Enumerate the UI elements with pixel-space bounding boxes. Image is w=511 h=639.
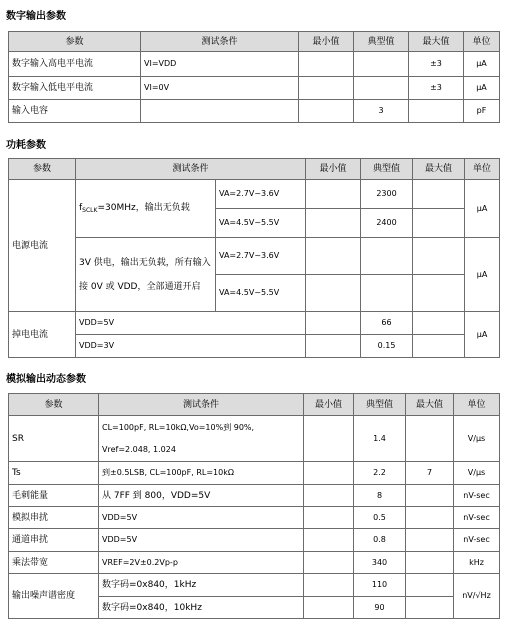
min-cell (306, 238, 361, 275)
condition-cell: 从 7FF 到 800，VDD=5V (99, 485, 304, 507)
unit-cell: V/μs (454, 416, 500, 462)
table-row (9, 507, 500, 529)
header-cell: 参数 (9, 32, 141, 52)
condition-cell (99, 416, 304, 462)
condition-cell: VDD=3V (76, 335, 306, 358)
typ-cell: 0.8 (354, 529, 406, 552)
header-cell: 典型值 (354, 394, 406, 416)
sr-condition-line: Vref=2.048, 1.024 (102, 444, 176, 454)
unit-cell: μA (465, 238, 500, 312)
min-cell (299, 52, 354, 77)
power-section-title: 功耗参数 (6, 140, 46, 151)
param-cell: 通道串扰 (9, 529, 99, 552)
param-cell: 输入电容 (9, 100, 141, 123)
supply-current-param: 电源电流 (9, 180, 76, 312)
header-cell: 测试条件 (99, 394, 304, 416)
header-cell: 典型值 (361, 159, 413, 180)
typ-cell: 340 (354, 552, 406, 574)
unit-cell: μA (465, 180, 500, 238)
table-row (9, 552, 500, 574)
unit-cell: nV-sec (454, 529, 500, 552)
min-cell (304, 574, 354, 597)
table-row (9, 485, 500, 507)
unit-cell: nV-sec (454, 485, 500, 507)
max-cell (406, 574, 454, 597)
condition-cell: VDD=5V (99, 507, 304, 529)
max-cell (406, 507, 454, 529)
param-cell: 模拟串扰 (9, 507, 99, 529)
max-cell (406, 552, 454, 574)
condition-cell: VI=0V (141, 77, 299, 100)
freq-condition: =30MHz，输出无负载 (97, 203, 190, 213)
max-cell (413, 335, 465, 358)
header-cell: 最小值 (299, 32, 354, 52)
unit-cell: μA (464, 52, 500, 77)
table-header-row (9, 394, 500, 416)
analog-section-title: 模拟输出动态参数 (6, 374, 86, 385)
max-cell (413, 180, 465, 209)
noise-density-param: 输出噪声谱密度 (9, 574, 99, 619)
power-params-table (8, 158, 500, 358)
min-cell (306, 275, 361, 312)
max-cell (413, 275, 465, 312)
min-cell (306, 312, 361, 335)
va-condition-cell: VA=2.7V~3.6V (216, 180, 306, 209)
min-cell (299, 77, 354, 100)
unit-cell: kHz (454, 552, 500, 574)
max-cell: ±3 (409, 77, 464, 100)
table-row (9, 312, 500, 335)
header-cell: 测试条件 (141, 32, 299, 52)
param-cell: 数字输入高电平电流 (9, 52, 141, 77)
typ-cell: 2.2 (354, 462, 406, 485)
powerdown-current-param: 掉电电流 (9, 312, 76, 358)
max-cell (409, 100, 464, 123)
typ-cell (361, 238, 413, 275)
condition-cell: 数字码=0x840，1kHz (99, 574, 304, 597)
header-cell: 最小值 (304, 394, 354, 416)
table-row (9, 100, 500, 123)
table-row (9, 52, 500, 77)
freq-subscript: SCLK (82, 207, 98, 214)
min-cell (304, 529, 354, 552)
table-row (9, 462, 500, 485)
header-cell: 典型值 (354, 32, 409, 52)
unit-cell: μA (464, 77, 500, 100)
header-cell: 参数 (9, 159, 76, 180)
param-cell: SR (9, 416, 99, 462)
header-cell: 最小值 (306, 159, 361, 180)
condition-cell: VREF=2V±0.2Vp-p (99, 552, 304, 574)
unit-cell: nV/√Hz (454, 574, 500, 619)
table-header-row (9, 159, 500, 180)
condition-cell: VDD=5V (99, 529, 304, 552)
digital-params-table (8, 31, 500, 123)
typ-cell (361, 275, 413, 312)
header-cell: 最大值 (406, 394, 454, 416)
typ-cell: 0.15 (361, 335, 413, 358)
min-cell (306, 180, 361, 209)
unit-cell: μA (465, 312, 500, 358)
param-cell: 毛刺能量 (9, 485, 99, 507)
condition-cell: 到±0.5LSB, CL=100pF, RL=10kΩ (99, 462, 304, 485)
typ-cell (354, 77, 409, 100)
param-cell: Ts (9, 462, 99, 485)
max-cell (413, 312, 465, 335)
table-row (9, 574, 500, 597)
va-condition-cell: VA=2.7V~3.6V (216, 238, 306, 275)
header-cell: 最大值 (409, 32, 464, 52)
table-row (9, 238, 500, 275)
condition-cell: 数字码=0x840，10kHz (99, 597, 304, 619)
unit-cell: nV-sec (454, 507, 500, 529)
table-header-row (9, 32, 500, 52)
freq-symbol: f (79, 203, 83, 213)
max-cell (406, 597, 454, 619)
header-cell: 单位 (465, 159, 500, 180)
typ-cell (354, 52, 409, 77)
va-condition-cell: VA=4.5V~5.5V (216, 275, 306, 312)
typ-cell: 8 (354, 485, 406, 507)
sr-condition-line: CL=100pF, RL=10kΩ,Vo=10%到 90%, (102, 422, 255, 432)
min-cell (304, 462, 354, 485)
condition-cell (76, 180, 216, 238)
table-row (9, 335, 500, 358)
max-cell: ±3 (409, 52, 464, 77)
condition-cell: 3V 供电，输出无负载，所有输入接 0V 或 VDD，全部通道开启 (76, 238, 216, 312)
typ-cell: 90 (354, 597, 406, 619)
param-cell: 乘法带宽 (9, 552, 99, 574)
max-cell (406, 529, 454, 552)
typ-cell: 66 (361, 312, 413, 335)
unit-cell: pF (464, 100, 500, 123)
unit-cell: V/μs (454, 462, 500, 485)
condition-cell: VDD=5V (76, 312, 306, 335)
max-cell: 7 (406, 462, 454, 485)
analog-params-table (8, 393, 500, 619)
typ-cell: 3 (354, 100, 409, 123)
table-row (9, 529, 500, 552)
min-cell (304, 597, 354, 619)
header-cell: 单位 (464, 32, 500, 52)
table-row (9, 77, 500, 100)
typ-cell: 2300 (361, 180, 413, 209)
typ-cell: 2400 (361, 209, 413, 238)
header-cell: 参数 (9, 394, 99, 416)
min-cell (306, 335, 361, 358)
min-cell (304, 552, 354, 574)
header-cell: 测试条件 (76, 159, 306, 180)
typ-cell: 1.4 (354, 416, 406, 462)
table-row (9, 180, 500, 209)
min-cell (306, 209, 361, 238)
typ-cell: 110 (354, 574, 406, 597)
param-cell: 数字输入低电平电流 (9, 77, 141, 100)
condition-cell (141, 100, 299, 123)
condition-cell: VI=VDD (141, 52, 299, 77)
header-cell: 单位 (454, 394, 500, 416)
min-cell (304, 507, 354, 529)
table-row (9, 416, 500, 462)
digital-section-title: 数字输出参数 (6, 11, 66, 22)
max-cell (406, 485, 454, 507)
max-cell (413, 238, 465, 275)
min-cell (304, 485, 354, 507)
va-condition-cell: VA=4.5V~5.5V (216, 209, 306, 238)
typ-cell: 0.5 (354, 507, 406, 529)
header-cell: 最大值 (413, 159, 465, 180)
min-cell (299, 100, 354, 123)
max-cell (413, 209, 465, 238)
min-cell (304, 416, 354, 462)
max-cell (406, 416, 454, 462)
